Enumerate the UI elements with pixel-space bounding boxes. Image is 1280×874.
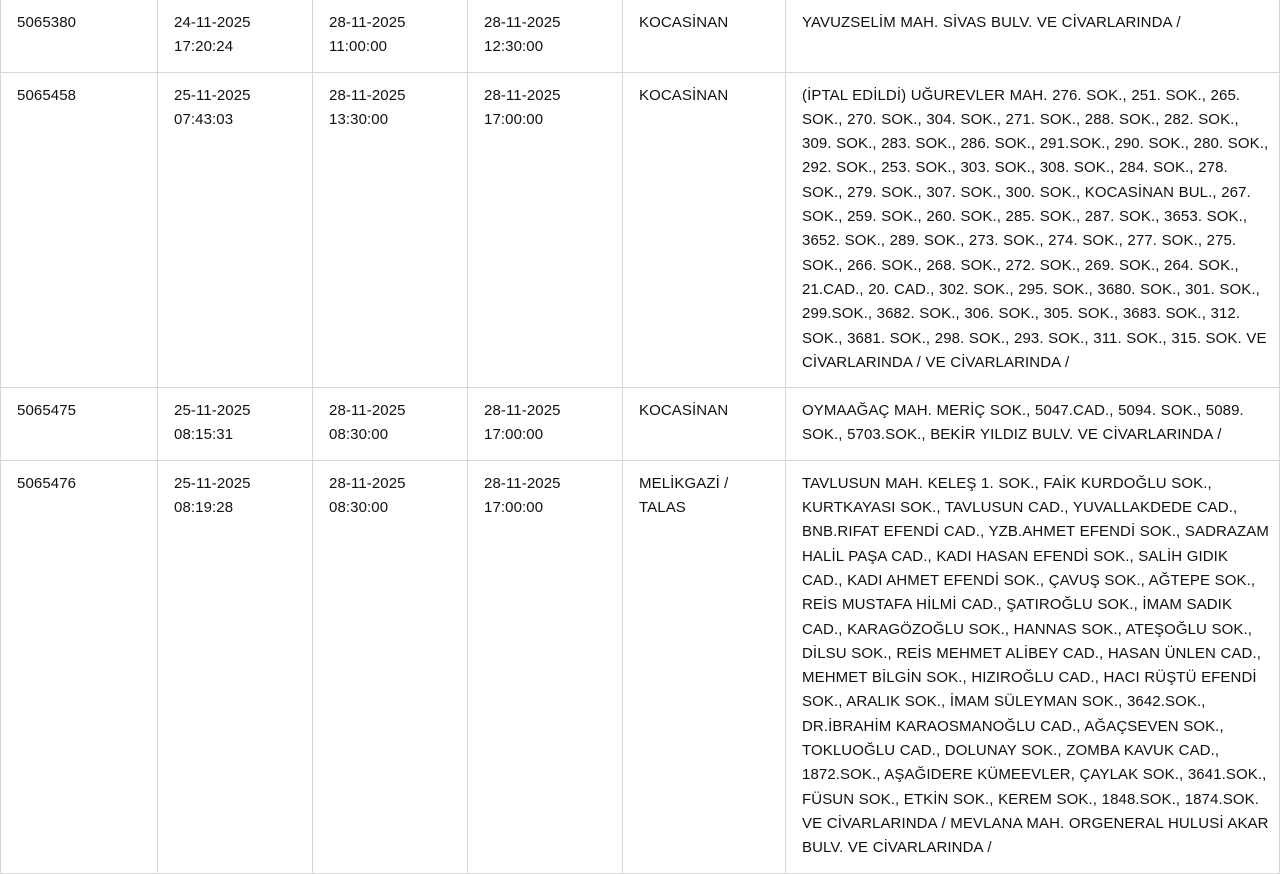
from-date: 28-11-2025 [329,402,406,420]
to-date: 28-11-2025 [484,402,561,420]
from-time: 13:30:00 [329,110,389,128]
table-row [1,388,1280,461]
cell-to [468,388,623,461]
description-text: OYMAAĞAÇ MAH. MERİÇ SOK., 5047.CAD., 5094. SOK., 5089. SOK., 5703.SOK., BEKİR YILDIZ BULV. VE CİVARLARINDA / [802,402,1244,444]
outage-id: 5065475 [17,402,77,420]
to-time: 17:00:00 [484,426,544,444]
cell-id [1,0,158,72]
cell-region [623,460,786,873]
cell-start [158,388,313,461]
outage-id: 5065476 [17,474,77,492]
start-date: 25-11-2025 [174,86,251,104]
to-time: 12:30:00 [484,38,544,56]
cell-region [623,72,786,388]
start-date: 25-11-2025 [174,474,251,492]
region-name: KOCASİNAN [639,402,729,420]
cell-description [786,0,1280,72]
cell-from [313,72,468,388]
description-text: TAVLUSUN MAH. KELEŞ 1. SOK., FAİK KURDOĞLU SOK., KURTKAYASI SOK., TAVLUSUN CAD., YUVALLAKDEDE CAD., BNB.RIFAT EFENDİ CAD., YZB.AHMET EFENDİ SOK., SADRAZAM HALİL PAŞA CAD., KADI HASAN EFENDİ SOK., SALİH GIDIK CAD., KADI AHMET EFENDİ SOK., ÇAVUŞ SOK., AĞTEPE SOK., REİS MUSTAFA HİLMİ CAD., ŞATIROĞLU SOK., İMAM SADIK CAD., KARAGÖZOĞLU SOK., HANNAS SOK., ATEŞOĞLU SOK., DİLSU SOK., REİS MEHMET ALİBEY CAD., HASAN ÜNLEN CAD., MEHMET BİLGİN SOK., HIZIROĞLU CAD., HACI RÜŞTÜ EFENDİ SOK., ARALIK SOK., İMAM SÜLEYMAN SOK., 3642.SOK., DR.İBRAHİM KARAOSMANOĞLU CAD., AĞAÇSEVEN SOK., TOKLUOĞLU CAD., DOLUNAY SOK., ZOMBA KAVUK CAD., 1872.SOK., AŞAĞIDERE KÜMEEVLER, ÇAYLAK SOK., 3641.SOK., FÜSUN SOK., ETKİN SOK., KEREM SOK., 1848.SOK., 1874.SOK. VE CİVARLARINDA / MEVLANA MAH. ORGENERAL HULUSİ AKAR BULV. VE CİVARLARINDA / [802,474,1269,857]
cell-from [313,388,468,461]
region-name: KOCASİNAN [639,14,729,31]
to-date: 28-11-2025 [484,14,561,31]
description-text: YAVUZSELİM MAH. SİVAS BULV. VE CİVARLARINDA / [802,14,1181,31]
cell-start [158,72,313,388]
table-row [1,0,1280,72]
region-name: KOCASİNAN [639,86,729,104]
description-text: (İPTAL EDİLDİ) UĞUREVLER MAH. 276. SOK., 251. SOK., 265. SOK., 270. SOK., 304. SOK., 271. SOK., 288. SOK., 282. SOK., 309. SOK., 283. SOK., 286. SOK., 291.SOK., 290. SOK., 280. SOK., 292. SOK., 253. SOK., 303. SOK., 308. SOK., 284. SOK., 278. SOK., 279. SOK., 307. SOK., 300. SOK., KOCASİNAN BUL., 267. SOK., 259. SOK., 260. SOK., 285. SOK., 287. SOK., 3653. SOK., 3652. SOK., 289. SOK., 273. SOK., 274. SOK., 277. SOK., 275. SOK., 266. SOK., 268. SOK., 272. SOK., 269. SOK., 264. SOK., 21.CAD., 20. CAD., 302. SOK., 295. SOK., 3680. SOK., 301. SOK., 299.SOK., 3682. SOK., 306. SOK., 305. SOK., 3683. SOK., 312. SOK., 3681. SOK., 298. SOK., 293. SOK., 311. SOK., 315. SOK. VE CİVARLARINDA / VE CİVARLARINDA / [802,86,1269,371]
cell-id [1,460,158,873]
cell-to [468,72,623,388]
to-time: 17:00:00 [484,110,544,128]
cell-region [623,388,786,461]
cell-id [1,388,158,461]
from-date: 28-11-2025 [329,474,406,492]
cell-description [786,72,1280,388]
outage-id: 5065458 [17,86,77,104]
start-time: 17:20:24 [174,38,234,56]
table-row [1,460,1280,873]
to-date: 28-11-2025 [484,86,561,104]
to-time: 17:00:00 [484,499,544,517]
cell-region [623,0,786,72]
cell-to [468,0,623,72]
table-row [1,72,1280,388]
from-date: 28-11-2025 [329,86,406,104]
from-date: 28-11-2025 [329,14,406,31]
cell-description [786,388,1280,461]
cell-from [313,0,468,72]
region-name: MELİKGAZİ / [639,474,729,492]
from-time: 11:00:00 [329,38,388,56]
from-time: 08:30:00 [329,499,389,517]
start-date: 24-11-2025 [174,14,251,31]
start-time: 08:19:28 [174,499,234,517]
start-time: 08:15:31 [174,426,234,444]
cell-from [313,460,468,873]
from-time: 08:30:00 [329,426,389,444]
outage-id: 5065380 [17,14,77,31]
to-date: 28-11-2025 [484,474,561,492]
cell-start [158,460,313,873]
start-time: 07:43:03 [174,110,234,128]
cell-to [468,460,623,873]
table-body [1,0,1280,873]
cell-description [786,460,1280,873]
start-date: 25-11-2025 [174,402,251,420]
cell-start [158,0,313,72]
cell-id [1,72,158,388]
region-name-second: TALAS [639,499,686,517]
